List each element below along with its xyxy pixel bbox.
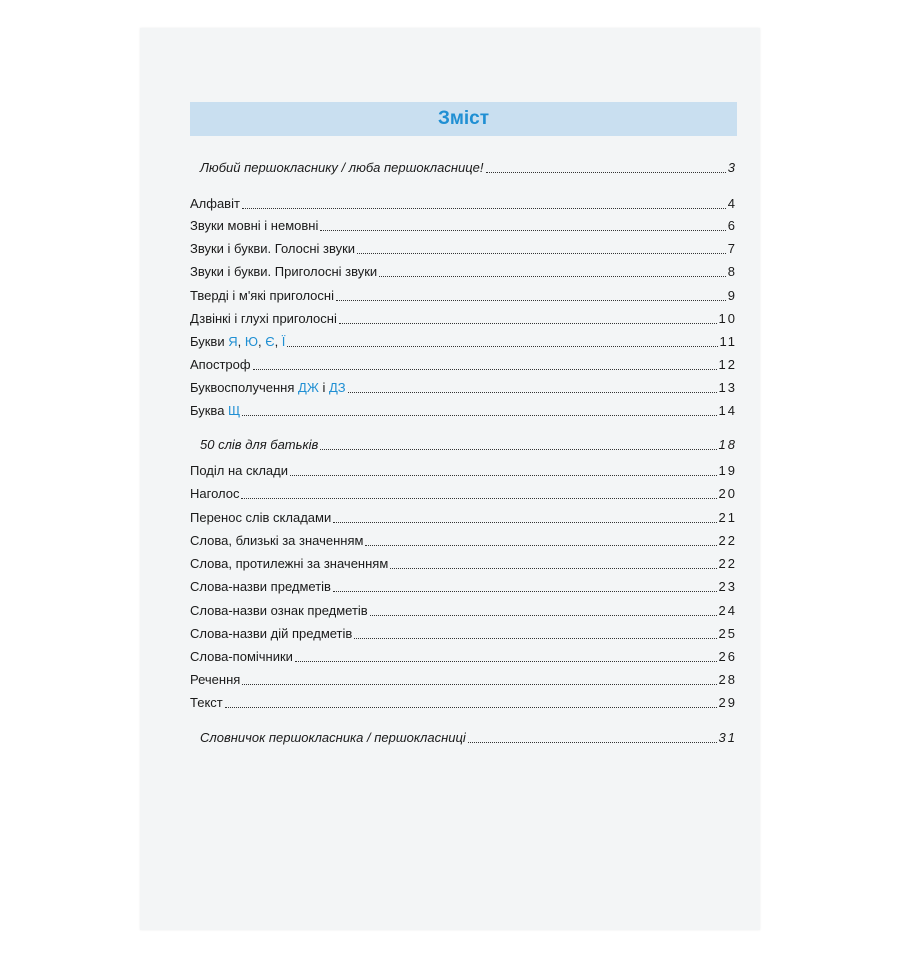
- toc-entry: [190, 672, 737, 688]
- toc-entry-label: Слова-назви ознак предметів: [190, 603, 368, 618]
- toc-entry: [190, 311, 737, 327]
- toc-entry: [190, 603, 737, 619]
- toc-entry: [190, 334, 737, 350]
- toc-entry-label: Алфавіт: [190, 196, 240, 211]
- toc-page-number: 4: [727, 196, 737, 211]
- toc-page-number: 14: [718, 403, 737, 418]
- toc-page-number: 3: [727, 160, 737, 175]
- toc-entry-label: Слова, близькі за значенням: [190, 533, 364, 548]
- toc-entry: [190, 730, 737, 746]
- toc-entry-label: Текст: [190, 695, 223, 710]
- dot-leader: [354, 637, 716, 639]
- toc-entry: [190, 649, 737, 665]
- toc-page-number: 22: [718, 533, 737, 548]
- toc-page-number: 7: [727, 241, 737, 256]
- toc-entry-label: Слова-назви дій предметів: [190, 626, 353, 641]
- toc-page-number: 10: [718, 311, 737, 326]
- toc-entry-label: Звуки і букви. Голосні звуки: [190, 241, 356, 256]
- highlighted-letter: Ї: [281, 334, 286, 349]
- dot-leader: [320, 229, 725, 231]
- highlighted-letter: Є: [265, 334, 275, 349]
- dot-leader: [320, 448, 716, 450]
- toc-entry: [190, 695, 737, 711]
- dot-leader: [225, 706, 717, 708]
- dot-leader: [242, 207, 726, 209]
- toc-entry-label: Поділ на склади: [190, 463, 288, 478]
- toc-page-number: 29: [718, 695, 737, 710]
- dot-leader: [486, 171, 726, 173]
- toc-entry-label: Дзвінкі і глухі приголосні: [190, 311, 337, 326]
- toc-entry-label: 50 слів для батьків: [200, 437, 319, 452]
- toc-entry: [190, 463, 737, 479]
- toc-entry: [190, 556, 737, 572]
- toc-entry-label: Тверді і м'які приголосні: [190, 288, 334, 303]
- toc-entry-label: Слова-помічники: [190, 649, 293, 664]
- toc-page-number: 24: [718, 603, 737, 618]
- toc-page-number: 11: [719, 334, 737, 349]
- dot-leader: [348, 391, 717, 393]
- toc-entry: [190, 241, 737, 257]
- toc-page-number: 9: [727, 288, 737, 303]
- toc-page-number: 18: [718, 437, 737, 452]
- toc-entry-label: Звуки і букви. Приголосні звуки: [190, 264, 378, 279]
- toc-entry-label: Апостроф: [190, 357, 251, 372]
- toc-entry-label: Буквосполучення ДЖ і ДЗ: [190, 380, 346, 395]
- toc-page-number: 20: [718, 486, 737, 501]
- highlighted-letter: ДЗ: [328, 380, 346, 395]
- toc-page-number: 25: [718, 626, 737, 641]
- toc-entry: [190, 437, 737, 453]
- toc-entry: [190, 288, 737, 304]
- highlighted-letter: ДЖ: [298, 380, 319, 395]
- toc-entry: [190, 510, 737, 526]
- dot-leader: [242, 414, 716, 416]
- toc-entry: [190, 160, 737, 176]
- dot-leader: [333, 590, 717, 592]
- dot-leader: [370, 614, 717, 616]
- toc-entry: [190, 264, 737, 280]
- dot-leader: [287, 345, 717, 347]
- toc-page-number: 22: [718, 556, 737, 571]
- highlighted-letter: Ю: [244, 334, 258, 349]
- toc-entry: [190, 486, 737, 502]
- toc-entry-label: Слова, протилежні за значенням: [190, 556, 389, 571]
- toc-entry: [190, 357, 737, 373]
- toc-entry-label: Звуки мовні і немовні: [190, 218, 319, 233]
- toc-page-number: 28: [718, 672, 737, 687]
- toc-entry-label: Букви Я, Ю, Є, Ї: [190, 334, 286, 349]
- toc-entry-label: Наголос: [190, 486, 240, 501]
- toc-entry: [190, 218, 737, 234]
- dot-leader: [339, 322, 717, 324]
- toc-page-number: 31: [718, 730, 737, 745]
- dot-leader: [242, 683, 716, 685]
- dot-leader: [295, 660, 717, 662]
- dot-leader: [290, 474, 717, 476]
- toc-page-number: 13: [718, 380, 737, 395]
- toc-page-number: 8: [727, 264, 737, 279]
- toc-entry: [190, 196, 737, 212]
- dot-leader: [379, 275, 726, 277]
- dot-leader: [336, 299, 726, 301]
- toc-entry-label: Слова-назви предметів: [190, 579, 331, 594]
- toc-page-number: 26: [718, 649, 737, 664]
- toc-entry-label: Любий першокласнику / люба першокласнице!: [200, 160, 484, 175]
- toc-entry: [190, 380, 737, 396]
- dot-leader: [241, 497, 716, 499]
- dot-leader: [365, 544, 716, 546]
- dot-leader: [468, 741, 717, 743]
- highlighted-letter: Щ: [228, 403, 241, 418]
- toc-page-number: 6: [727, 218, 737, 233]
- toc-entry: [190, 579, 737, 595]
- page-title: Зміст: [437, 108, 490, 129]
- toc-entry-label: Буква Щ: [190, 403, 241, 418]
- toc-entry-label: Словничок першокласника / першокласниці: [200, 730, 466, 745]
- toc-entry: [190, 626, 737, 642]
- toc-entry-label: Речення: [190, 672, 241, 687]
- dot-leader: [390, 567, 716, 569]
- toc-page-number: 21: [718, 510, 737, 525]
- highlighted-letter: Я: [228, 334, 238, 349]
- toc-entry: [190, 533, 737, 549]
- toc-page-number: 12: [718, 357, 737, 372]
- toc-entry: [190, 403, 737, 419]
- toc-entry-label: Перенос слів складами: [190, 510, 332, 525]
- dot-leader: [357, 252, 726, 254]
- toc-page-number: 23: [718, 579, 737, 594]
- dot-leader: [333, 521, 716, 523]
- toc-page-number: 19: [718, 463, 737, 478]
- dot-leader: [253, 368, 717, 370]
